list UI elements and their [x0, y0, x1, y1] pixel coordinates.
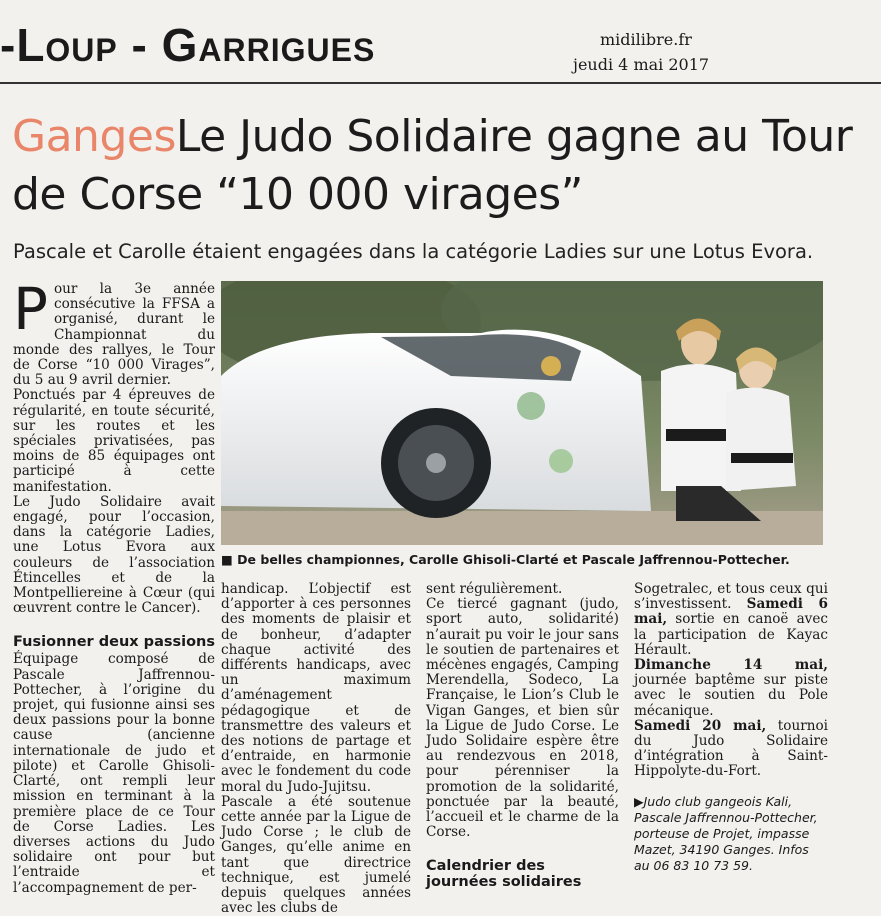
paragraph-1: our la 3e année consécutive la FFSA a organisé, durant le Championnat du monde des rallyes, le Tour de Corse “10 000 Virages”, du 5 au 9 avril dernier.: [13, 281, 215, 389]
paragraph-4: Équipage composé de Pascale Jaffrennou-Pottecher, à l’origine du projet, qui fusionne ainsi ses deux passions pour la bonne cause (ancienne internationale de judo et pilote) et Carolle Ghisoli-Clarté, ont rempli leur mission en terminant à la première place de ce Tour de Corse Ladies. Les diverses actions du Judo solidaire ont pour but l’entraide et l’accompagnement de per-: [13, 651, 215, 896]
paragraph-6: Pascale a été soutenue cette année par la Ligue de Judo Corse ; le club de Ganges, qu’elle anime en tant que directrice technique, est jumelé depuis quelques années avec les clubs de: [221, 793, 411, 916]
photo-illustration: [221, 281, 823, 545]
article-column-3: [426, 582, 619, 892]
subheading-2: Calendrier des journées solidaires: [426, 858, 582, 891]
article-column-1: [13, 275, 215, 896]
paragraph-2: Ponctués par 4 épreuves de régularité, en toute sécurité, sur les routes et les spéciales privatisées, pas moins de 85 équipages ont participé à cette manifestation.: [13, 387, 215, 495]
section-header: -Loup - Garrigues: [0, 19, 376, 71]
drop-cap: P: [13, 275, 48, 343]
calendar-date-3: Samedi 20 mai,: [634, 717, 767, 734]
contact-info: Judo club gangeois Kali, Pascale Jaffrennou-Pottecher, porteuse de Projet, impasse Mazet, 34190 Ganges. Infos au 06 83 10 73 59.: [634, 793, 818, 873]
paragraph-9: Sogetralec, et tous ceux qui s’investissent.: [634, 581, 828, 613]
calendar-text-1: sortie en canoë avec la participation de Kayac Hérault.: [634, 611, 829, 658]
caption-square-icon: ■: [221, 552, 238, 567]
paragraph-5: handicap. L’objectif est d’apporter à ces personnes des moments de plaisir et de bonheur, d’adapter chaque activité des différents handicaps, avec un maximum d’aménagement pédagogique et de transmettre des valeurs et des notions de partage et d’entraide, en harmonie avec le fondement du code moral du Judo-Jujitsu.: [221, 581, 411, 795]
calendar-date-1: Samedi 6 mai,: [634, 596, 828, 628]
subtitle: Pascale et Carolle étaient engagées dans la catégorie Ladies sur une Lotus Evora.: [13, 240, 814, 263]
calendar-date-2: Dimanche 14 mai,: [634, 657, 828, 674]
paragraph-3: Le Judo Solidaire avait engagé, pour l’occasion, dans la catégorie Ladies, une Lotus Evora aux couleurs de l’association Étincelles et de la Montpelliereine à Cœur (qui œuvrent contre le Cancer).: [13, 493, 215, 617]
article-column-4: [634, 582, 828, 874]
header-rule: [0, 82, 881, 84]
contact-marker-icon: ▶: [634, 793, 644, 809]
headline-title: Le Judo Solidaire gagne au Tour de Corse “10 000 virages”: [12, 111, 853, 220]
photo-caption: [221, 552, 831, 567]
article-column-2: [221, 582, 411, 916]
headline: [12, 108, 872, 224]
publication-date: jeudi 4 mai 2017: [573, 55, 710, 74]
paragraph-8: Ce tiercé gagnant (judo, sport auto, solidarité) n’aurait pu voir le jour sans le soutien de partenaires et mécènes engagés, Camping Merendella, Sodeco, La Française, le Lion’s Club le Vigan Ganges, et bien sûr la Ligue de Judo Corse. Le Judo Solidaire espère être au rendezvous en 2018, pour pérenniser la promotion de la solidarité, ponctuée par la beauté, l’accueil et le charme de la Corse.: [426, 596, 619, 841]
calendar-text-3: tournoi du Judo Solidaire d’intégration à Saint-Hippolyte-du-Fort.: [634, 717, 828, 780]
subheading-1: Fusionner deux passions: [13, 634, 215, 651]
paragraph-7: sent régulièrement.: [426, 581, 563, 597]
caption-text: De belles championnes, Carolle Ghisoli-Clarté et Pascale Jaffrennou-Pottecher.: [237, 552, 790, 567]
site-name: midilibre.fr: [600, 30, 692, 49]
calendar-text-2: journée baptême sur piste avec le soutien du Pole mécanique.: [634, 672, 828, 719]
headline-kicker: Ganges: [12, 111, 176, 162]
article-photo: [221, 281, 823, 545]
